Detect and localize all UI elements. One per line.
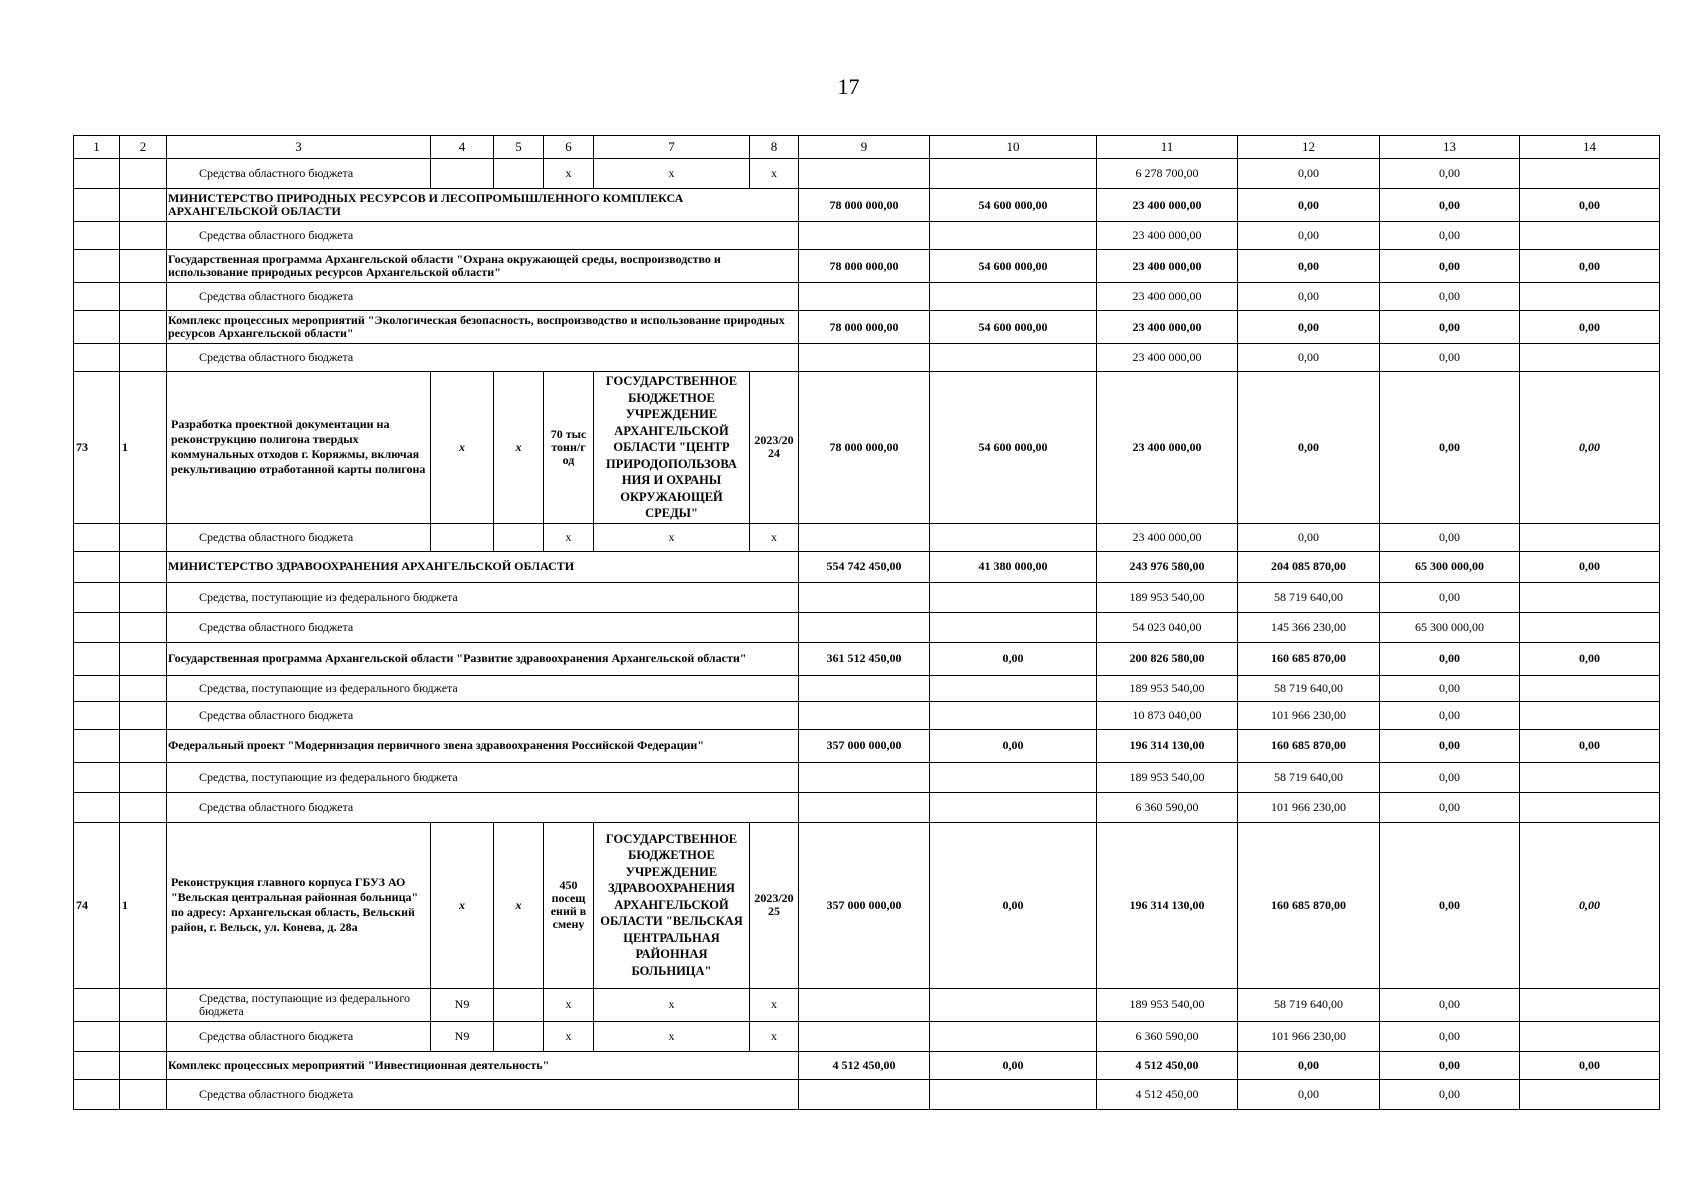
- amount-c12: 0,00: [1238, 1079, 1380, 1109]
- amount-c11: 243 976 580,00: [1097, 551, 1238, 582]
- amount-c13: 0,00: [1380, 222, 1520, 250]
- funding-source: Средства, поступающие из федерального бюджета: [167, 675, 799, 701]
- cell-col8: x: [750, 159, 799, 189]
- section-title: Федеральный проект "Модернизация первичного звена здравоохранения Российской Федерации": [167, 729, 799, 762]
- amount-c10: [930, 701, 1097, 729]
- table-row: [74, 675, 1660, 701]
- amount-c13: 0,00: [1380, 762, 1520, 792]
- amount-c11: 23 400 000,00: [1097, 283, 1238, 311]
- item-number: 74: [74, 822, 120, 988]
- cell-col4: [431, 523, 494, 551]
- amount-c9: [799, 523, 930, 551]
- item-sub-number: 1: [120, 372, 167, 524]
- column-header: 5: [494, 136, 544, 159]
- amount-c13: 0,00: [1380, 344, 1520, 372]
- row-number-cell: [74, 701, 120, 729]
- column-header: 8: [750, 136, 799, 159]
- amount-c12: 58 719 640,00: [1238, 582, 1380, 612]
- cell-col5: x: [494, 822, 544, 988]
- sub-number-cell: [120, 701, 167, 729]
- amount-c12: 101 966 230,00: [1238, 1021, 1380, 1051]
- amount-c14: [1520, 1079, 1660, 1109]
- amount-c14: 0,00: [1520, 642, 1660, 675]
- period-cell: 2023/20 24: [750, 372, 799, 524]
- amount-c9: 78 000 000,00: [799, 250, 930, 283]
- funding-source: Средства областного бюджета: [167, 222, 799, 250]
- amount-c9: [799, 762, 930, 792]
- sub-number-cell: [120, 311, 167, 344]
- table-row: [74, 729, 1660, 762]
- customer-organization: ГОСУДАРСТВЕННОЕ БЮДЖЕТНОЕ УЧРЕЖДЕНИЕ АРХАНГЕЛЬСКОЙ ОБЛАСТИ "ЦЕНТР ПРИРОДОПОЛЬЗОВА НИЯ И ОХРАНЫ ОКРУЖАЮЩЕЙ СРЕДЫ": [594, 372, 750, 524]
- table-row: [74, 762, 1660, 792]
- amount-c13: 0,00: [1380, 792, 1520, 822]
- table-row: [74, 642, 1660, 675]
- amount-c12: 204 085 870,00: [1238, 551, 1380, 582]
- amount-c14: [1520, 701, 1660, 729]
- amount-c10: [930, 523, 1097, 551]
- amount-c14: 0,00: [1520, 1051, 1660, 1079]
- column-header: 14: [1520, 136, 1660, 159]
- amount-c10: 54 600 000,00: [930, 372, 1097, 524]
- sub-number-cell: [120, 1079, 167, 1109]
- amount-c14: [1520, 283, 1660, 311]
- amount-c11: 189 953 540,00: [1097, 762, 1238, 792]
- amount-c11: 23 400 000,00: [1097, 250, 1238, 283]
- amount-c10: [930, 792, 1097, 822]
- amount-c13: 0,00: [1380, 283, 1520, 311]
- row-number-cell: [74, 762, 120, 792]
- amount-c11: 196 314 130,00: [1097, 822, 1238, 988]
- amount-c10: 41 380 000,00: [930, 551, 1097, 582]
- amount-c9: [799, 1079, 930, 1109]
- amount-c14: [1520, 612, 1660, 642]
- amount-c12: 0,00: [1238, 250, 1380, 283]
- table-row: [74, 311, 1660, 344]
- table-row: [74, 222, 1660, 250]
- funding-source: Средства областного бюджета: [167, 701, 799, 729]
- amount-c12: 101 966 230,00: [1238, 792, 1380, 822]
- amount-c13: 0,00: [1380, 523, 1520, 551]
- amount-c14: [1520, 675, 1660, 701]
- amount-c14: 0,00: [1520, 250, 1660, 283]
- row-number-cell: [74, 250, 120, 283]
- row-number-cell: [74, 792, 120, 822]
- amount-c10: [930, 344, 1097, 372]
- table-row: [74, 701, 1660, 729]
- cell-col8: x: [750, 1021, 799, 1051]
- row-number-cell: [74, 988, 120, 1021]
- table-row: [74, 988, 1660, 1021]
- table-row: [74, 822, 1660, 988]
- sub-number-cell: [120, 729, 167, 762]
- sub-number-cell: [120, 988, 167, 1021]
- amount-c10: [930, 1021, 1097, 1051]
- sub-number-cell: [120, 283, 167, 311]
- sub-number-cell: [120, 1051, 167, 1079]
- row-number-cell: [74, 1051, 120, 1079]
- amount-c9: [799, 1021, 930, 1051]
- amount-c9: [799, 344, 930, 372]
- cell-col6: x: [544, 159, 594, 189]
- row-number-cell: [74, 159, 120, 189]
- cell-col4: x: [431, 822, 494, 988]
- amount-c14: 0,00: [1520, 311, 1660, 344]
- cell-col4: N9: [431, 988, 494, 1021]
- cell-col7: x: [594, 159, 750, 189]
- amount-c12: 160 685 870,00: [1238, 642, 1380, 675]
- sub-number-cell: [120, 675, 167, 701]
- amount-c9: [799, 701, 930, 729]
- amount-c12: 0,00: [1238, 311, 1380, 344]
- item-description: Реконструкция главного корпуса ГБУЗ АО "Вельская центральная районная больница" по адресу: Архангельская область, Вельский район, г. Вельск, ул. Конева, д. 28а: [167, 822, 431, 988]
- row-number-cell: [74, 189, 120, 222]
- amount-c14: [1520, 523, 1660, 551]
- funding-source: Средства, поступающие из федерального бюджета: [167, 762, 799, 792]
- amount-c10: 54 600 000,00: [930, 311, 1097, 344]
- amount-c10: [930, 582, 1097, 612]
- amount-c9: 78 000 000,00: [799, 372, 930, 524]
- item-sub-number: 1: [120, 822, 167, 988]
- funding-source: Средства областного бюджета: [167, 792, 799, 822]
- amount-c9: 4 512 450,00: [799, 1051, 930, 1079]
- amount-c11: 23 400 000,00: [1097, 344, 1238, 372]
- amount-c14: 0,00: [1520, 372, 1660, 524]
- amount-c9: [799, 582, 930, 612]
- amount-c10: [930, 762, 1097, 792]
- sub-number-cell: [120, 344, 167, 372]
- cell-col5: [494, 523, 544, 551]
- period-cell: 2023/20 25: [750, 822, 799, 988]
- column-header: 13: [1380, 136, 1520, 159]
- cell-col7: x: [594, 988, 750, 1021]
- sub-number-cell: [120, 612, 167, 642]
- amount-c12: 0,00: [1238, 222, 1380, 250]
- amount-c10: 54 600 000,00: [930, 189, 1097, 222]
- amount-c13: 0,00: [1380, 372, 1520, 524]
- amount-c9: 357 000 000,00: [799, 822, 930, 988]
- amount-c11: 23 400 000,00: [1097, 189, 1238, 222]
- amount-c13: 0,00: [1380, 729, 1520, 762]
- column-header: 12: [1238, 136, 1380, 159]
- section-title: Государственная программа Архангельской области "Охрана окружающей среды, воспроизводство и использование природных ресурсов Архангельской области": [167, 250, 799, 283]
- sub-number-cell: [120, 222, 167, 250]
- column-header: 2: [120, 136, 167, 159]
- cell-col6: x: [544, 988, 594, 1021]
- cell-col7: x: [594, 523, 750, 551]
- column-header: 9: [799, 136, 930, 159]
- header-row: [74, 136, 1660, 159]
- cell-col5: x: [494, 372, 544, 524]
- amount-c10: 0,00: [930, 822, 1097, 988]
- amount-c11: 23 400 000,00: [1097, 311, 1238, 344]
- column-header: 3: [167, 136, 431, 159]
- row-number-cell: [74, 344, 120, 372]
- cell-col8: x: [750, 988, 799, 1021]
- amount-c11: 6 278 700,00: [1097, 159, 1238, 189]
- amount-c13: 0,00: [1380, 675, 1520, 701]
- table-row: [74, 1021, 1660, 1051]
- column-header: 11: [1097, 136, 1238, 159]
- table-row: [74, 344, 1660, 372]
- table-row: [74, 792, 1660, 822]
- amount-c12: 0,00: [1238, 372, 1380, 524]
- cell-col6: x: [544, 523, 594, 551]
- amount-c10: 0,00: [930, 1051, 1097, 1079]
- amount-c13: 0,00: [1380, 250, 1520, 283]
- amount-c12: 101 966 230,00: [1238, 701, 1380, 729]
- amount-c10: 0,00: [930, 642, 1097, 675]
- section-title: МИНИСТЕРСТВО ПРИРОДНЫХ РЕСУРСОВ И ЛЕСОПРОМЫШЛЕННОГО КОМПЛЕКСА АРХАНГЕЛЬСКОЙ ОБЛАСТИ: [167, 189, 799, 222]
- amount-c14: 0,00: [1520, 729, 1660, 762]
- amount-c14: [1520, 582, 1660, 612]
- capacity-cell: 70 тыс тонн/г од: [544, 372, 594, 524]
- amount-c13: 0,00: [1380, 988, 1520, 1021]
- section-title: Комплекс процессных мероприятий "Экологическая безопасность, воспроизводство и использование природных ресурсов Архангельской области": [167, 311, 799, 344]
- amount-c13: 0,00: [1380, 189, 1520, 222]
- amount-c11: 4 512 450,00: [1097, 1079, 1238, 1109]
- amount-c11: 6 360 590,00: [1097, 792, 1238, 822]
- column-header: 4: [431, 136, 494, 159]
- amount-c11: 4 512 450,00: [1097, 1051, 1238, 1079]
- amount-c9: [799, 792, 930, 822]
- amount-c10: [930, 1079, 1097, 1109]
- cell-col5: [494, 988, 544, 1021]
- column-header: 10: [930, 136, 1097, 159]
- amount-c11: 200 826 580,00: [1097, 642, 1238, 675]
- amount-c14: 0,00: [1520, 551, 1660, 582]
- cell-col4: N9: [431, 1021, 494, 1051]
- column-header: 7: [594, 136, 750, 159]
- funding-source: Средства областного бюджета: [167, 612, 799, 642]
- sub-number-cell: [120, 582, 167, 612]
- row-number-cell: [74, 612, 120, 642]
- cell-col7: x: [594, 1021, 750, 1051]
- amount-c14: [1520, 159, 1660, 189]
- amount-c12: 0,00: [1238, 1051, 1380, 1079]
- amount-c13: 0,00: [1380, 822, 1520, 988]
- amount-c11: 23 400 000,00: [1097, 523, 1238, 551]
- row-number-cell: [74, 283, 120, 311]
- amount-c10: [930, 612, 1097, 642]
- customer-organization: ГОСУДАРСТВЕННОЕ БЮДЖЕТНОЕ УЧРЕЖДЕНИЕ ЗДРАВООХРАНЕНИЯ АРХАНГЕЛЬСКОЙ ОБЛАСТИ "ВЕЛЬСКАЯ ЦЕНТРАЛЬНАЯ РАЙОННАЯ БОЛЬНИЦА": [594, 822, 750, 988]
- table-row: [74, 159, 1660, 189]
- sub-number-cell: [120, 1021, 167, 1051]
- table-row: [74, 283, 1660, 311]
- funding-source: Средства областного бюджета: [167, 344, 799, 372]
- page-number: 17: [837, 74, 860, 99]
- amount-c11: 189 953 540,00: [1097, 675, 1238, 701]
- table-row: [74, 551, 1660, 582]
- amount-c14: [1520, 792, 1660, 822]
- amount-c11: 189 953 540,00: [1097, 582, 1238, 612]
- amount-c13: 65 300 000,00: [1380, 612, 1520, 642]
- table-row: [74, 372, 1660, 524]
- amount-c13: 0,00: [1380, 159, 1520, 189]
- amount-c9: 554 742 450,00: [799, 551, 930, 582]
- funding-source: Средства областного бюджета: [167, 283, 799, 311]
- table-row: [74, 1079, 1660, 1109]
- amount-c12: 160 685 870,00: [1238, 729, 1380, 762]
- row-number-cell: [74, 1021, 120, 1051]
- amount-c14: [1520, 222, 1660, 250]
- amount-c11: 189 953 540,00: [1097, 988, 1238, 1021]
- sub-number-cell: [120, 159, 167, 189]
- amount-c13: 0,00: [1380, 1051, 1520, 1079]
- amount-c9: [799, 283, 930, 311]
- row-number-cell: [74, 551, 120, 582]
- amount-c10: 0,00: [930, 729, 1097, 762]
- funding-source: Средства областного бюджета: [167, 159, 431, 189]
- amount-c12: 0,00: [1238, 283, 1380, 311]
- amount-c12: 145 366 230,00: [1238, 612, 1380, 642]
- row-number-cell: [74, 311, 120, 344]
- amount-c10: 54 600 000,00: [930, 250, 1097, 283]
- amount-c14: 0,00: [1520, 189, 1660, 222]
- amount-c13: 65 300 000,00: [1380, 551, 1520, 582]
- amount-c11: 6 360 590,00: [1097, 1021, 1238, 1051]
- amount-c12: 160 685 870,00: [1238, 822, 1380, 988]
- capacity-cell: 450 посещ ений в смену: [544, 822, 594, 988]
- sub-number-cell: [120, 642, 167, 675]
- amount-c9: [799, 159, 930, 189]
- amount-c9: [799, 612, 930, 642]
- item-description: Разработка проектной документации на реконструкцию полигона твердых коммунальных отходов г. Коряжмы, включая рекультивацию отработанной карты полигона: [167, 372, 431, 524]
- amount-c14: [1520, 1021, 1660, 1051]
- amount-c10: [930, 159, 1097, 189]
- amount-c11: 196 314 130,00: [1097, 729, 1238, 762]
- amount-c13: 0,00: [1380, 642, 1520, 675]
- row-number-cell: [74, 642, 120, 675]
- amount-c9: [799, 222, 930, 250]
- amount-c12: 0,00: [1238, 159, 1380, 189]
- amount-c12: 0,00: [1238, 523, 1380, 551]
- amount-c14: 0,00: [1520, 822, 1660, 988]
- amount-c11: 23 400 000,00: [1097, 222, 1238, 250]
- column-header: 6: [544, 136, 594, 159]
- table-row: [74, 1051, 1660, 1079]
- item-number: 73: [74, 372, 120, 524]
- sub-number-cell: [120, 523, 167, 551]
- amount-c13: 0,00: [1380, 582, 1520, 612]
- row-number-cell: [74, 523, 120, 551]
- row-number-cell: [74, 222, 120, 250]
- column-header: 1: [74, 136, 120, 159]
- amount-c14: [1520, 344, 1660, 372]
- section-title: Комплекс процессных мероприятий "Инвестиционная деятельность": [167, 1051, 799, 1079]
- amount-c9: [799, 988, 930, 1021]
- amount-c12: 58 719 640,00: [1238, 675, 1380, 701]
- amount-c11: 10 873 040,00: [1097, 701, 1238, 729]
- amount-c9: 78 000 000,00: [799, 189, 930, 222]
- table-row: [74, 612, 1660, 642]
- amount-c13: 0,00: [1380, 311, 1520, 344]
- sub-number-cell: [120, 189, 167, 222]
- amount-c10: [930, 222, 1097, 250]
- sub-number-cell: [120, 762, 167, 792]
- amount-c12: 0,00: [1238, 344, 1380, 372]
- amount-c9: 361 512 450,00: [799, 642, 930, 675]
- row-number-cell: [74, 675, 120, 701]
- funding-source: Средства, поступающие из федерального бюджета: [167, 582, 799, 612]
- cell-col8: x: [750, 523, 799, 551]
- sub-number-cell: [120, 551, 167, 582]
- amount-c9: [799, 675, 930, 701]
- funding-source: Средства областного бюджета: [167, 1079, 799, 1109]
- cell-col5: [494, 1021, 544, 1051]
- amount-c13: 0,00: [1380, 701, 1520, 729]
- amount-c11: 23 400 000,00: [1097, 372, 1238, 524]
- amount-c13: 0,00: [1380, 1021, 1520, 1051]
- section-title: Государственная программа Архангельской области "Развитие здравоохранения Архангельской области": [167, 642, 799, 675]
- amount-c9: 357 000 000,00: [799, 729, 930, 762]
- amount-c13: 0,00: [1380, 1079, 1520, 1109]
- cell-col4: x: [431, 372, 494, 524]
- cell-col5: [494, 159, 544, 189]
- amount-c12: 0,00: [1238, 189, 1380, 222]
- cell-col6: x: [544, 1021, 594, 1051]
- funding-source: Средства, поступающие из федерального бюджета: [167, 988, 431, 1021]
- amount-c11: 54 023 040,00: [1097, 612, 1238, 642]
- amount-c10: [930, 988, 1097, 1021]
- table-row: [74, 523, 1660, 551]
- amount-c10: [930, 675, 1097, 701]
- table-row: [74, 582, 1660, 612]
- amount-c9: 78 000 000,00: [799, 311, 930, 344]
- amount-c14: [1520, 762, 1660, 792]
- row-number-cell: [74, 582, 120, 612]
- amount-c14: [1520, 988, 1660, 1021]
- section-title: МИНИСТЕРСТВО ЗДРАВООХРАНЕНИЯ АРХАНГЕЛЬСКОЙ ОБЛАСТИ: [167, 551, 799, 582]
- funding-source: Средства областного бюджета: [167, 523, 431, 551]
- table-row: [74, 250, 1660, 283]
- sub-number-cell: [120, 792, 167, 822]
- amount-c12: 58 719 640,00: [1238, 762, 1380, 792]
- table-row: [74, 189, 1660, 222]
- cell-col4: [431, 159, 494, 189]
- row-number-cell: [74, 729, 120, 762]
- sub-number-cell: [120, 250, 167, 283]
- row-number-cell: [74, 1079, 120, 1109]
- amount-c12: 58 719 640,00: [1238, 988, 1380, 1021]
- amount-c10: [930, 283, 1097, 311]
- budget-table: [73, 135, 1660, 1110]
- funding-source: Средства областного бюджета: [167, 1021, 431, 1051]
